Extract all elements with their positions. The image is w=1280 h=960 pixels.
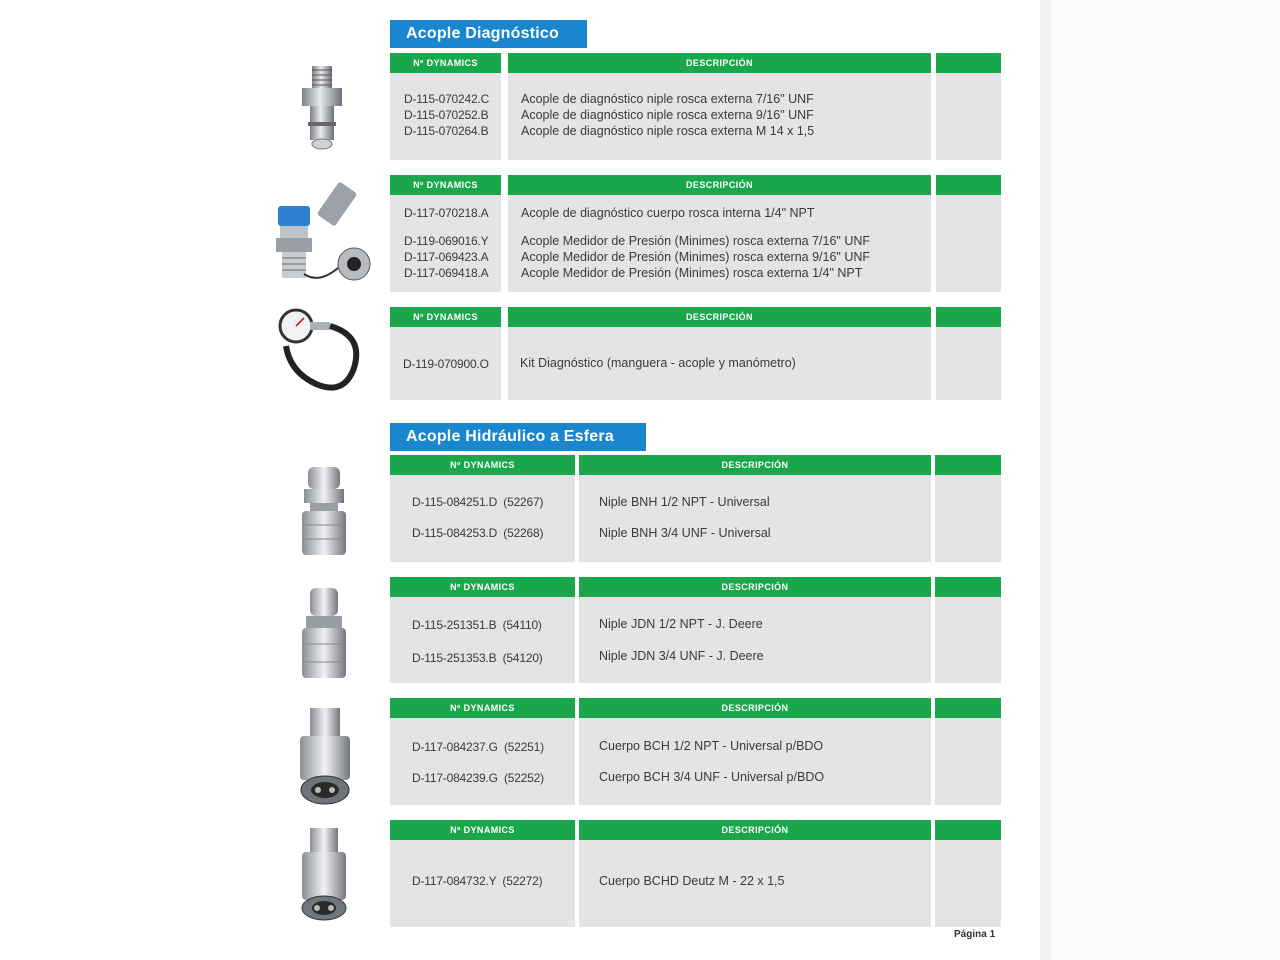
codes-cell [390, 597, 575, 683]
product-code: D-117-084237.G (52251) [412, 740, 544, 754]
product-description: Cuerpo BCHD Deutz M - 22 x 1,5 [599, 874, 785, 888]
codes-cell [390, 840, 575, 927]
product-code: D-119-069016.Y [404, 234, 489, 248]
extra-cell [935, 718, 1001, 805]
codes-cell [390, 475, 575, 562]
header-extra [935, 455, 1001, 475]
header-codigo: Nº DYNAMICS [390, 455, 575, 475]
codes-cell [390, 327, 501, 400]
product-code: D-115-070252.B [404, 108, 489, 122]
product-code: D-115-084251.D (52267) [412, 495, 544, 509]
header-extra [935, 698, 1001, 718]
header-codigo: Nº DYNAMICS [390, 53, 501, 73]
product-description: Cuerpo BCH 1/2 NPT - Universal p/BDO [599, 739, 824, 753]
product-code: D-115-070242.C [404, 92, 490, 106]
extra-cell [935, 840, 1001, 927]
product-description: Kit Diagnóstico (manguera - acople y manómetro) [520, 356, 796, 370]
header-descripcion: DESCRIPCIÓN [579, 455, 931, 475]
extra-cell [936, 73, 1001, 160]
section-title-acople-diagnostico: Acople Diagnóstico [390, 20, 587, 48]
header-descripcion: DESCRIPCIÓN [508, 175, 931, 195]
product-code: D-117-084732.Y (52272) [412, 874, 543, 888]
descriptions-cell [579, 475, 931, 562]
descriptions-cell [508, 195, 931, 292]
product-description: Niple BNH 1/2 NPT - Universal [599, 495, 770, 509]
descriptions-cell [508, 327, 931, 400]
product-description: Niple BNH 3/4 UNF - Universal [599, 526, 771, 540]
product-code: D-117-069418.A [404, 266, 489, 280]
product-description: Acople Medidor de Presión (Minimes) rosca externa 7/16" UNF [521, 234, 871, 248]
product-description: Acople de diagnóstico niple rosca externa 9/16" UNF [521, 108, 814, 122]
product-description: Niple JDN 1/2 NPT - J. Deere [599, 617, 763, 631]
product-code: D-119-070900.O [403, 357, 489, 371]
product-description: Acople de diagnóstico cuerpo rosca interna 1/4" NPT [521, 206, 815, 220]
descriptions-cell [579, 597, 931, 683]
product-code: D-115-084253.D (52268) [412, 526, 544, 540]
extra-cell [936, 195, 1001, 292]
product-code: D-115-251351.B (54110) [412, 618, 542, 632]
product-table-hidraulico-3 [390, 698, 1001, 805]
product-table-hidraulico-2 [390, 577, 1001, 683]
header-codigo: Nº DYNAMICS [390, 307, 501, 327]
header-extra [935, 577, 1001, 597]
codes-cell [390, 718, 575, 805]
page-number: Página 1 [954, 929, 996, 940]
product-table-diagnostico-3 [390, 307, 1001, 400]
product-description: Acople Medidor de Presión (Minimes) rosca externa 9/16" UNF [521, 250, 871, 264]
product-table-diagnostico-1 [390, 53, 1001, 160]
product-description: Acople de diagnóstico niple rosca externa M 14 x 1,5 [521, 124, 815, 138]
header-codigo: Nº DYNAMICS [390, 820, 575, 840]
descriptions-cell [579, 840, 931, 927]
product-description: Niple JDN 3/4 UNF - J. Deere [599, 649, 764, 663]
section-title-acople-hidraulico: Acople Hidráulico a Esfera [390, 423, 646, 451]
descriptions-cell [579, 718, 931, 805]
product-image-niple-jdn [296, 586, 352, 682]
product-table-hidraulico-1 [390, 455, 1001, 562]
header-extra [936, 175, 1001, 195]
product-image-niple-bnh [296, 465, 352, 560]
descriptions-cell [508, 73, 931, 160]
codes-cell [390, 73, 501, 160]
product-code: D-117-069423.A [404, 250, 489, 264]
header-extra [936, 307, 1001, 327]
product-code: D-117-070218.A [404, 206, 489, 220]
product-description: Acople Medidor de Presión (Minimes) rosca externa 1/4" NPT [521, 266, 863, 280]
product-description: Acople de diagnóstico niple rosca externa 7/16" UNF [521, 92, 814, 106]
extra-cell [935, 475, 1001, 562]
header-codigo: Nº DYNAMICS [390, 175, 501, 195]
product-image-diagnostic-kit [276, 306, 366, 398]
header-codigo: Nº DYNAMICS [390, 577, 575, 597]
header-descripcion: DESCRIPCIÓN [579, 820, 931, 840]
product-description: Cuerpo BCH 3/4 UNF - Universal p/BDO [599, 770, 825, 784]
page-right-margin [1040, 0, 1280, 960]
header-extra [936, 53, 1001, 73]
product-table-diagnostico-2 [390, 175, 1001, 292]
product-image-cuerpo-bchd [296, 826, 352, 922]
header-extra [935, 820, 1001, 840]
product-image-cuerpo-bch [296, 706, 354, 806]
header-descripcion: DESCRIPCIÓN [508, 53, 931, 73]
product-code: D-115-070264.B [404, 124, 489, 138]
product-image-minimes-coupler [274, 178, 376, 288]
header-descripcion: DESCRIPCIÓN [579, 577, 931, 597]
header-descripcion: DESCRIPCIÓN [579, 698, 931, 718]
codes-cell [390, 195, 501, 292]
header-descripcion: DESCRIPCIÓN [508, 307, 931, 327]
product-code: D-117-084239.G (52252) [412, 771, 544, 785]
extra-cell [935, 597, 1001, 683]
extra-cell [936, 327, 1001, 400]
product-table-hidraulico-4 [390, 820, 1001, 927]
header-codigo: Nº DYNAMICS [390, 698, 575, 718]
product-code: D-115-251353.B (54120) [412, 651, 543, 665]
product-image-diagnostic-nipple [296, 64, 348, 154]
